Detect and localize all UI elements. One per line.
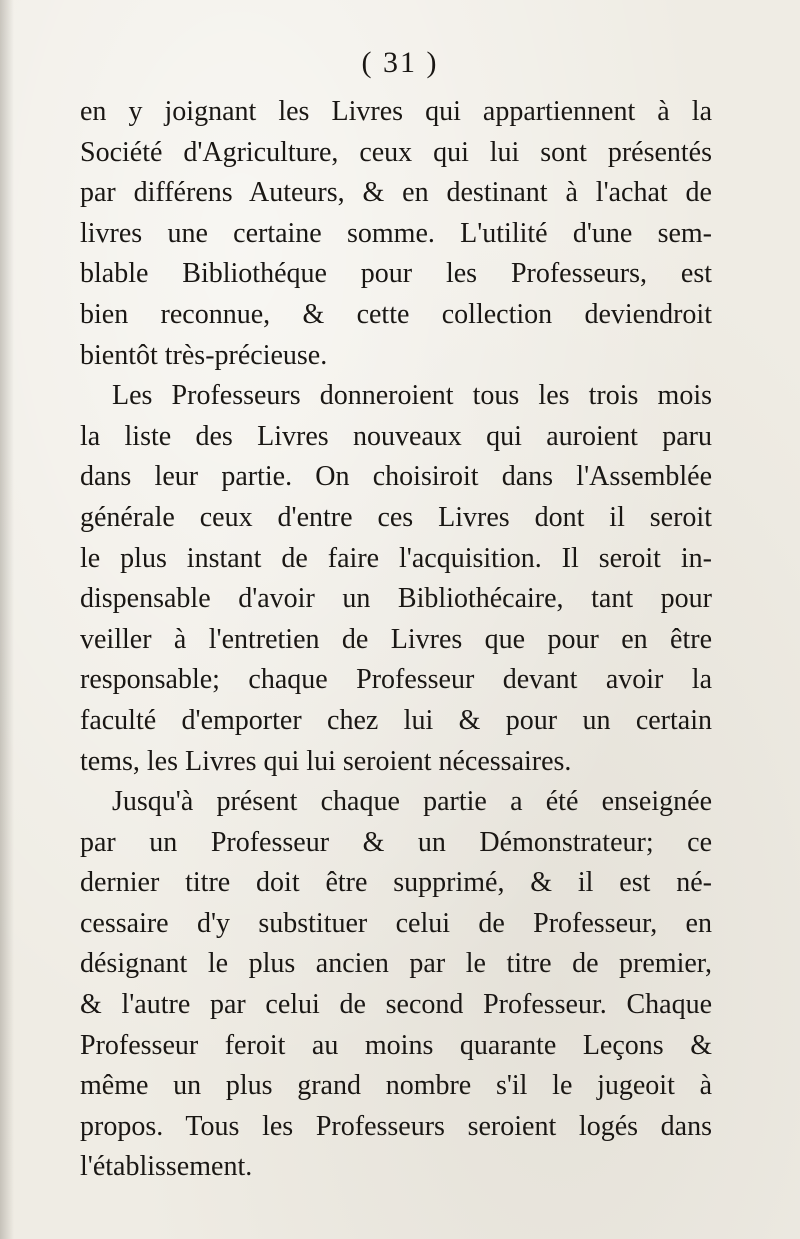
text-line: blable Bibliothéque pour les Professeurs, est [80,258,712,290]
text-line: & l'autre par celui de second Professeur. Chaque [80,989,712,1021]
text-line: dispensable d'avoir un Bibliothécaire, tant pour [80,583,712,615]
text-line: en y joignant les Livres qui appartiennent à la [80,96,712,127]
text-line: Société d'Agriculture, ceux qui lui sont présentés [80,136,712,168]
text-line: Jusqu'à présent chaque partie a été enseignée [112,786,712,818]
text-line: Professeur feroit au moins quarante Leçons & [80,1029,712,1061]
text-line: l'établissement. [80,1151,253,1183]
text-line: responsable; chaque Professeur devant avoir la [80,664,712,696]
text-line: veiller à l'entretien de Livres que pour en être [80,623,712,655]
text-line: cessaire d'y substituer celui de Professeur, en [80,907,712,939]
text-line: livres une certaine somme. L'utilité d'une sem- [80,217,712,249]
text-line: bien reconnue, & cette collection deviendroit [80,298,712,330]
text-line: même un plus grand nombre s'il le jugeoit à [80,1070,712,1102]
body-text [80,92,712,1188]
text-line: générale ceux d'entre ces Livres dont il seroit [80,501,712,533]
text-line: par différens Auteurs, & en destinant à l'achat de [80,177,712,209]
text-line: désignant le plus ancien par le titre de premier, [80,948,712,980]
text-line: dernier titre doit être supprimé, & il est né- [80,867,712,899]
page-edge-shadow [0,0,14,1239]
text-line: la liste des Livres nouveaux qui auroient paru [80,420,712,452]
text-line: tems, les Livres qui lui seroient nécessaires. [80,745,572,777]
text-line: faculté d'emporter chez lui & pour un certain [80,704,712,736]
text-line: dans leur partie. On choisiroit dans l'Assemblée [80,461,712,493]
text-line: bientôt très-précieuse. [80,339,328,371]
page-number: ( 31 ) [361,46,439,79]
text-line: Les Professeurs donneroient tous les trois mois [112,380,712,412]
text-line: propos. Tous les Professeurs seroient logés dans [80,1110,712,1142]
text-line: par un Professeur & un Démonstrateur; ce [80,826,712,858]
text-line: le plus instant de faire l'acquisition. Il seroit in- [80,542,712,574]
